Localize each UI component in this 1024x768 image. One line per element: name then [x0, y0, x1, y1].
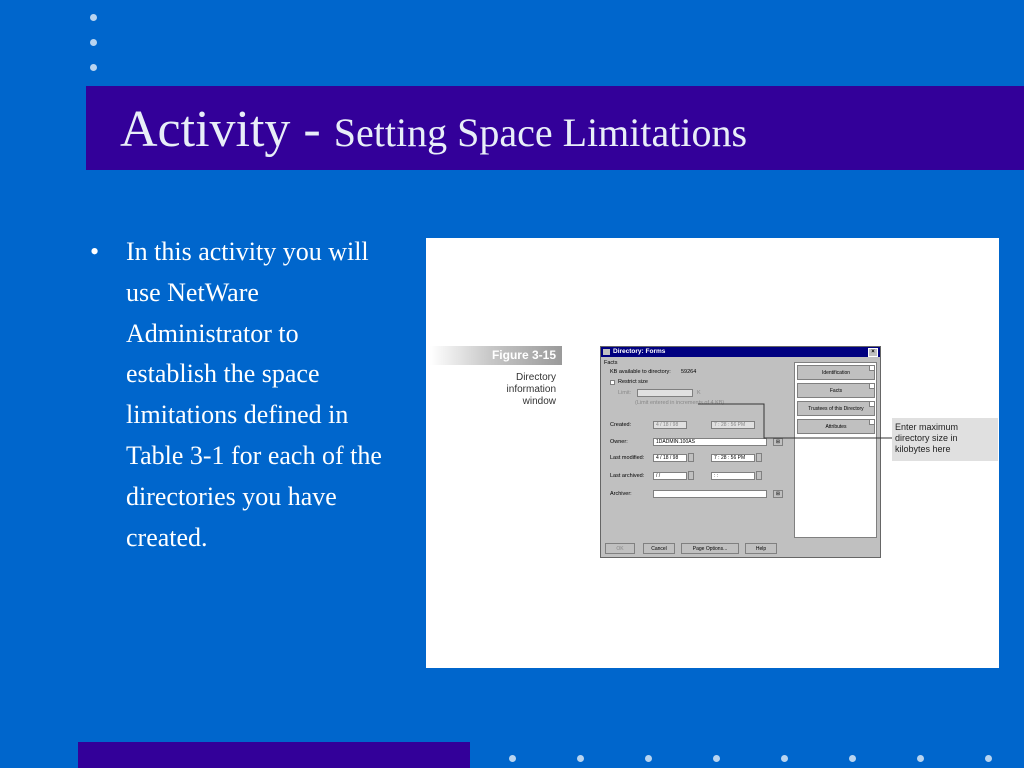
deco-dot: [645, 755, 652, 762]
deco-dot: [90, 14, 97, 21]
limit-unit: K: [697, 390, 701, 396]
help-button[interactable]: Help: [745, 543, 777, 554]
limit-note: (Limit entered in increments of 4 KB): [635, 400, 725, 406]
callout-box: Enter maximum directory size in kilobytes here: [892, 418, 998, 461]
page-attributes-button[interactable]: Attributes: [797, 419, 875, 434]
last-modified-label: Last modified:: [610, 455, 645, 461]
page-identification-button[interactable]: Identification: [797, 365, 875, 380]
created-label: Created:: [610, 422, 632, 428]
created-date-field: 4 / 18 / 98: [653, 421, 687, 429]
archiver-field[interactable]: [653, 490, 767, 498]
archived-time-spinner[interactable]: [756, 471, 762, 480]
kb-value: 59264: [681, 369, 697, 375]
modified-time-field[interactable]: 7 : 28 : 56 PM: [711, 454, 755, 462]
directory-dialog: [600, 346, 881, 558]
figure-caption: Directory information window: [506, 372, 556, 407]
kb-label: KB available to directory:: [610, 369, 671, 375]
deco-dot: [713, 755, 720, 762]
archiver-browse-button[interactable]: ⊞: [773, 490, 783, 498]
deco-dot: [90, 39, 97, 46]
deco-dot: [985, 755, 992, 762]
created-time-field: 7 : 28 : 56 PM: [711, 421, 755, 429]
archived-time-field[interactable]: : :: [711, 472, 755, 480]
owner-browse-button[interactable]: ⊞: [773, 438, 783, 446]
bullet-marker: •: [90, 237, 100, 266]
ok-button[interactable]: OK: [605, 543, 635, 554]
page-trustees-button[interactable]: Trustees of this Directory: [797, 401, 875, 416]
limit-label: Limit:: [618, 390, 632, 396]
figure-panel: [426, 238, 999, 668]
modified-date-spinner[interactable]: [688, 453, 694, 462]
restrict-size-checkbox[interactable]: [610, 380, 615, 385]
deco-dot: [781, 755, 788, 762]
title-main: Activity -: [120, 101, 334, 158]
dialog-titlebar: [601, 347, 880, 357]
dialog-title: Directory: Forms: [613, 348, 666, 355]
deco-dot: [849, 755, 856, 762]
page-facts-button[interactable]: Facts: [797, 383, 875, 398]
limit-input[interactable]: [637, 389, 693, 397]
last-archived-label: Last archived:: [610, 473, 645, 479]
section-label: Facts: [604, 360, 618, 366]
cancel-button[interactable]: Cancel: [643, 543, 675, 554]
page-options-button[interactable]: Page Options...: [681, 543, 739, 554]
archived-date-field[interactable]: / /: [653, 472, 687, 480]
slide-title: [120, 100, 747, 159]
figure-label: Figure 3-15: [430, 346, 562, 365]
modified-time-spinner[interactable]: [756, 453, 762, 462]
deco-dot: [90, 64, 97, 71]
deco-dot: [577, 755, 584, 762]
archived-date-spinner[interactable]: [688, 471, 694, 480]
owner-field[interactable]: 1DADMIN.100AS: [653, 438, 767, 446]
folder-icon: [603, 349, 610, 355]
bottom-bar: [78, 742, 470, 768]
archiver-label: Archiver:: [610, 491, 632, 497]
owner-label: Owner:: [610, 439, 628, 445]
title-sub: Setting Space Limitations: [333, 110, 748, 155]
restrict-size-label: Restrict size: [618, 379, 648, 385]
bullet-text: In this activity you will use NetWare Administrator to establish the space limitations defined in Table 3-1 for each of the directories you have created.: [126, 237, 382, 552]
deco-dot: [917, 755, 924, 762]
bullet-list: [92, 232, 392, 558]
page-buttons-panel: [794, 362, 877, 538]
modified-date-field[interactable]: 4 / 18 / 98: [653, 454, 687, 462]
close-icon[interactable]: ×: [868, 348, 878, 357]
deco-dot: [509, 755, 516, 762]
